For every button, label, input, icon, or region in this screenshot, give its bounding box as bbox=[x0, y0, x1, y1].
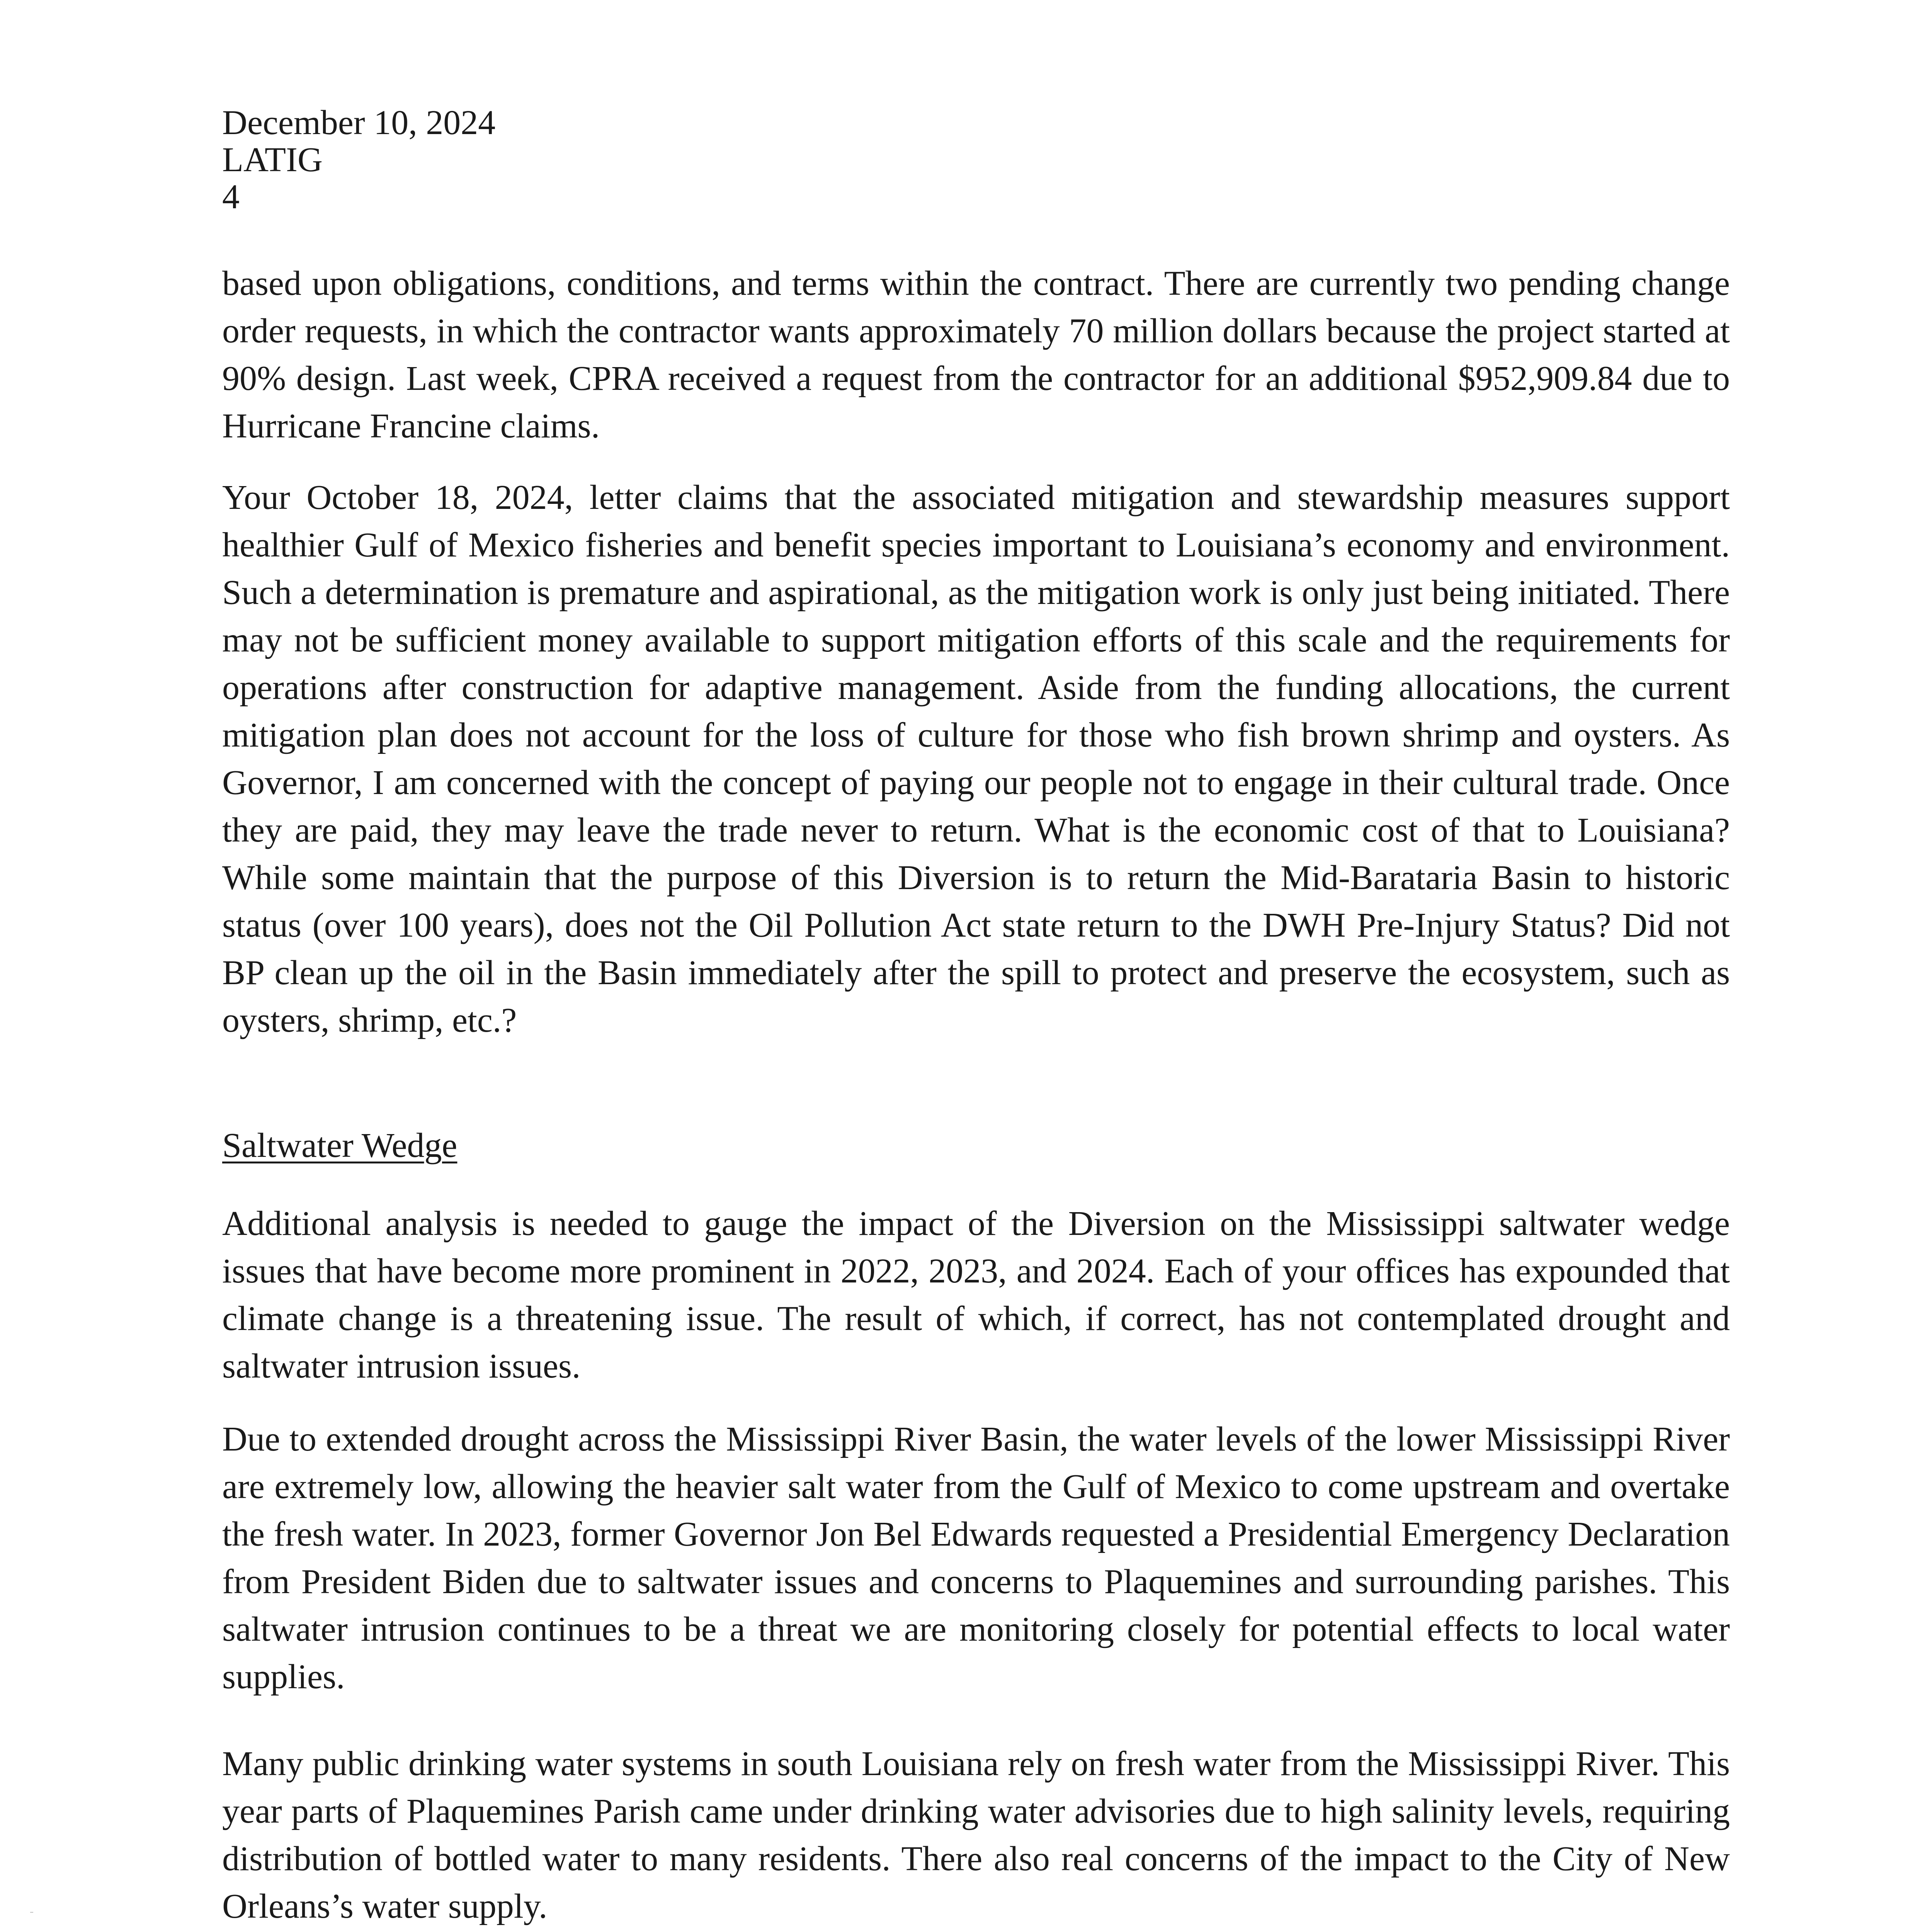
body-paragraph-1: based upon obligations, conditions, and terms within the contract. There are currently two pending change order requests, in which the contractor wants approximately 70 million dollars because the project started at 90% design. Last week, CPRA received a request from the contractor for an additional $952,909.84 due to Hurricane Francine claims. bbox=[222, 264, 1730, 445]
body-paragraph-5: Many public drinking water systems in south Louisiana rely on fresh water from the Mississippi River. This year parts of Plaquemines Parish came under drinking water advisories due to high salinity levels, requiring distribution of bottled water to many residents. There also real concerns of the impact to the City of New Orleans’s water supply. bbox=[222, 1745, 1730, 1925]
body-paragraph-3: Additional analysis is needed to gauge the impact of the Diversion on the Mississippi saltwater wedge issues that have become more prominent in 2022, 2023, and 2024. Each of your offices has expounded that climate change is a threatening issue. The result of which, if correct, has not contemplated drought and saltwater intrusion issues. bbox=[222, 1204, 1730, 1385]
body-paragraph-2: Your October 18, 2024, letter claims that the associated mitigation and stewardship measures support healthier Gulf of Mexico fisheries and benefit species important to Louisiana’s economy and environment. Such a determination is premature and aspirational, as the mitigation work is only just being initiated. There may not be sufficient money available to support mitigation efforts of this scale and the requirements for operations after construction for adaptive management. Aside from the funding allocations, the current mitigation plan does not account for the loss of culture for those who fish brown shrimp and oysters. As Governor, I am concerned with the concept of paying our people not to engage in their cultural trade. Once they are paid, they may leave the trade never to return. What is the economic cost of that to Louisiana? While some maintain that the purpose of this Diversion is to return the Mid-Barataria Basin to historic status (over 100 years), does not the Oil Pollution Act state return to the DWH Pre-Injury Status? Did not BP clean up the oil in the Basin immediately after the spill to protect and preserve the ecosystem, such as oysters, shrimp, etc.? bbox=[222, 478, 1730, 1039]
page-number: 4 bbox=[222, 178, 240, 216]
section-heading: Saltwater Wedge bbox=[222, 1126, 457, 1165]
body-paragraph-4: Due to extended drought across the Mississippi River Basin, the water levels of the lower Mississippi River are extremely low, allowing the heavier salt water from the Gulf of Mexico to come upstream and overtake the fresh water. In 2023, former Governor Jon Bel Edwards requested a Presidential Emergency Declaration from President Biden due to saltwater issues and concerns to Plaquemines and surrounding parishes. This saltwater intrusion continues to be a threat we are monitoring closely for potential effects to local water supplies. bbox=[222, 1420, 1730, 1696]
scan-margin-mark bbox=[30, 1912, 33, 1913]
letter-recipient: LATIG bbox=[222, 141, 323, 179]
letter-header bbox=[222, 104, 1729, 216]
letter-date: December 10, 2024 bbox=[222, 104, 496, 142]
